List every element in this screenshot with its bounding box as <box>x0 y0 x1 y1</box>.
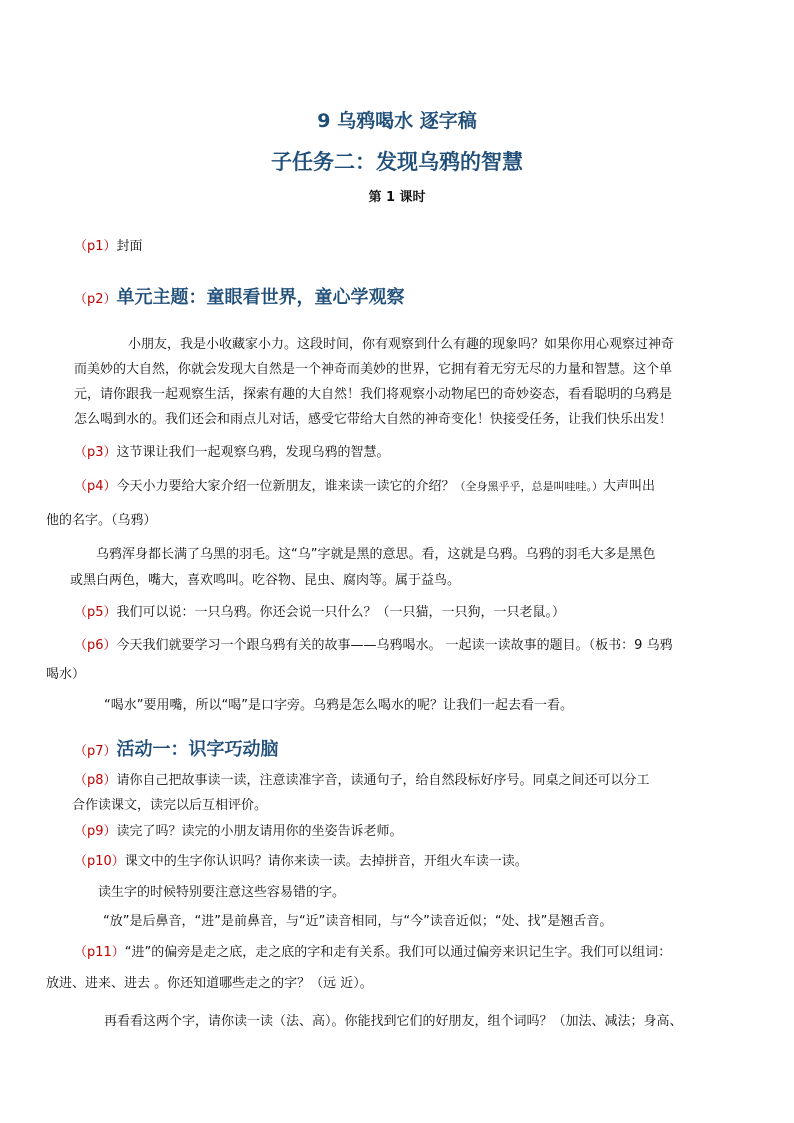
p8-line-1 <box>74 772 650 790</box>
intro-line-3: 元，请你跟我一起观察生活，探索有趣的大自然！我们将观察小动物尾巴的奇妙姿态，看看聪明的乌鸦是 <box>74 387 673 402</box>
p4-tag: （p4） <box>74 479 117 494</box>
p1-text: 封面 <box>116 239 143 254</box>
p3-text: 这节课让我们一起观察乌鸦，发现乌鸦的智慧。 <box>116 445 390 460</box>
drink-note: “喝水”要用嘴，所以“喝”是口字旁。乌鸦是怎么喝水的呢？让我们一起去看一看。 <box>104 698 573 713</box>
p9-tag: （p9） <box>74 824 117 839</box>
doc-subtitle: 子任务二：发现乌鸦的智慧 <box>271 150 523 174</box>
intro-line-1: 小朋友，我是小收藏家小力。这段时间，你有观察到什么有趣的现象吗？如果你用心观察过神奇 <box>128 337 675 352</box>
last-line: 再看看这两个字，请你读一读（法、高）。你能找到它们的好朋友，组个词吗？（加法、减法；身高、 <box>104 1014 683 1029</box>
p8-line-2: 合作读课文，读完以后互相评价。 <box>72 798 268 813</box>
p2-tag: （p2） <box>74 292 117 307</box>
p11-line-2: 放进、进来、进去 。你还知道哪些走之的字？（远 近）。 <box>46 976 373 991</box>
p5-text: 我们可以说：一只乌鸦。你还会说一只什么？（一只猫，一只狗，一只老鼠。） <box>116 605 566 620</box>
p5-line <box>74 604 565 622</box>
note-line-1: 读生字的时候特别要注意这些容易错的字。 <box>98 885 346 900</box>
p3-line <box>74 444 390 462</box>
p8-tag: （p8） <box>74 773 117 788</box>
p3-tag: （p3） <box>74 445 117 460</box>
p10-line <box>74 853 528 871</box>
p4-text-a: 今天小力要给大家介绍一位新朋友，谁来读一读它的介绍？ <box>116 479 455 494</box>
p4-line-2: 他的名字。（乌鸦） <box>46 513 157 528</box>
p2-heading-line <box>74 283 405 309</box>
p7-tag: （p7） <box>74 744 117 759</box>
p10-tag: （p10） <box>74 854 125 869</box>
p6-line-1 <box>74 637 673 655</box>
p1-tag: （p1） <box>74 239 117 254</box>
p4-riddle: （全身黑乎乎，总是叫哇哇。） <box>454 480 604 493</box>
p6-tag: （p6） <box>74 638 117 653</box>
p10-text: 课文中的生字你认识吗？请你来读一读。去掉拼音，开组火车读一读。 <box>124 854 528 869</box>
p7-heading-line <box>74 735 279 761</box>
p8-text: 请你自己把故事读一读，注意读准字音，读通句子，给自然段标好序号。同桌之间还可以分工 <box>116 773 650 788</box>
unit-theme-heading: 单元主题：童眼看世界，童心学观察 <box>116 287 405 308</box>
p4-line-1 <box>74 478 655 496</box>
p1-line <box>74 238 143 256</box>
p11-text: “进”的偏旁是走之底，走之底的字和走有关系。我们可以通过偏旁来识记生字。我们可以组词： <box>124 945 672 960</box>
p5-tag: （p5） <box>74 605 117 620</box>
note-line-2: “放”是后鼻音，“进”是前鼻音，与“近”读音相同，与“今”读音近似；“处、找”是翘舌音。 <box>103 914 613 929</box>
p9-line <box>74 823 403 841</box>
doc-title: 9 乌鸦喝水 逐字稿 <box>317 110 477 132</box>
p11-tag: （p11） <box>74 945 125 960</box>
intro-line-2: 而美妙的大自然，你就会发现大自然是一个神奇而美妙的世界，它拥有着无穷无尽的力量和智慧。这个单 <box>74 362 673 377</box>
crow-line-1: 乌鸦浑身都长满了乌黑的羽毛。这“乌”字就是黑的意思。看，这就是乌鸦。乌鸦的羽毛大多是黑色 <box>96 547 656 562</box>
p9-text: 读完了吗？读完的小朋友请用你的坐姿告诉老师。 <box>116 824 403 839</box>
p6-line-2: 喝水） <box>46 667 86 682</box>
p11-line-1 <box>74 944 671 962</box>
p6-text: 今天我们就要学习一个跟乌鸦有关的故事——乌鸦喝水。 一起读一读故事的题目。（板书：9 乌鸦 <box>116 638 673 653</box>
p4-text-c: 大声叫出 <box>603 479 656 494</box>
crow-line-2: 或黑白两色，嘴大，喜欢鸣叫。吃谷物、昆虫、腐肉等。属于益鸟。 <box>70 573 461 588</box>
intro-line-4: 怎么喝到水的。我们还会和雨点儿对话，感受它带给大自然的神奇变化！快接受任务，让我们快乐出发！ <box>74 412 673 427</box>
activity-one-heading: 活动一：识字巧动脑 <box>116 739 279 760</box>
lesson-label: 第 1 课时 <box>368 190 426 205</box>
